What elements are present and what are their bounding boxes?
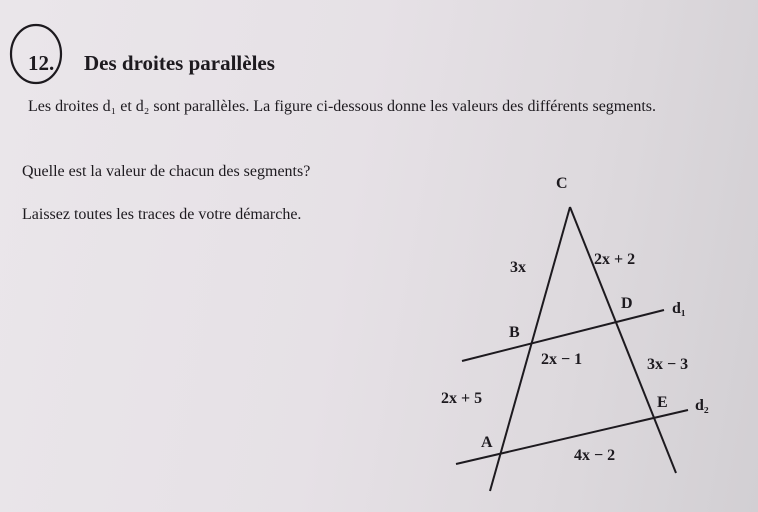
point-label-D: D	[621, 295, 633, 312]
segment-label-AE: 4x − 2	[574, 447, 616, 464]
side-CA	[490, 207, 570, 491]
exercise-number: 12.	[28, 51, 55, 75]
line-label-d2: d₂	[695, 397, 709, 414]
point-label-A: A	[481, 434, 493, 451]
statement-text: Les droites d₁ et d₂ sont parallèles. La figure ci-dessous donne les valeurs des différents segments.	[28, 98, 657, 115]
exercise-title: Des droites parallèles	[84, 51, 275, 75]
instruction-text: Laissez toutes les traces de votre démarche.	[22, 206, 302, 223]
segment-label-CD: 2x + 2	[594, 251, 636, 268]
question-text: Quelle est la valeur de chacun des segments?	[22, 163, 311, 180]
point-label-E: E	[657, 394, 668, 411]
segment-label-DE: 3x − 3	[647, 356, 689, 373]
segment-label-CB: 3x	[510, 259, 526, 276]
line-label-d1: d₁	[672, 300, 686, 317]
segment-label-BD: 2x − 1	[541, 351, 583, 368]
point-label-C: C	[556, 175, 568, 192]
point-label-B: B	[509, 324, 520, 341]
segment-label-BA: 2x + 5	[441, 390, 483, 407]
